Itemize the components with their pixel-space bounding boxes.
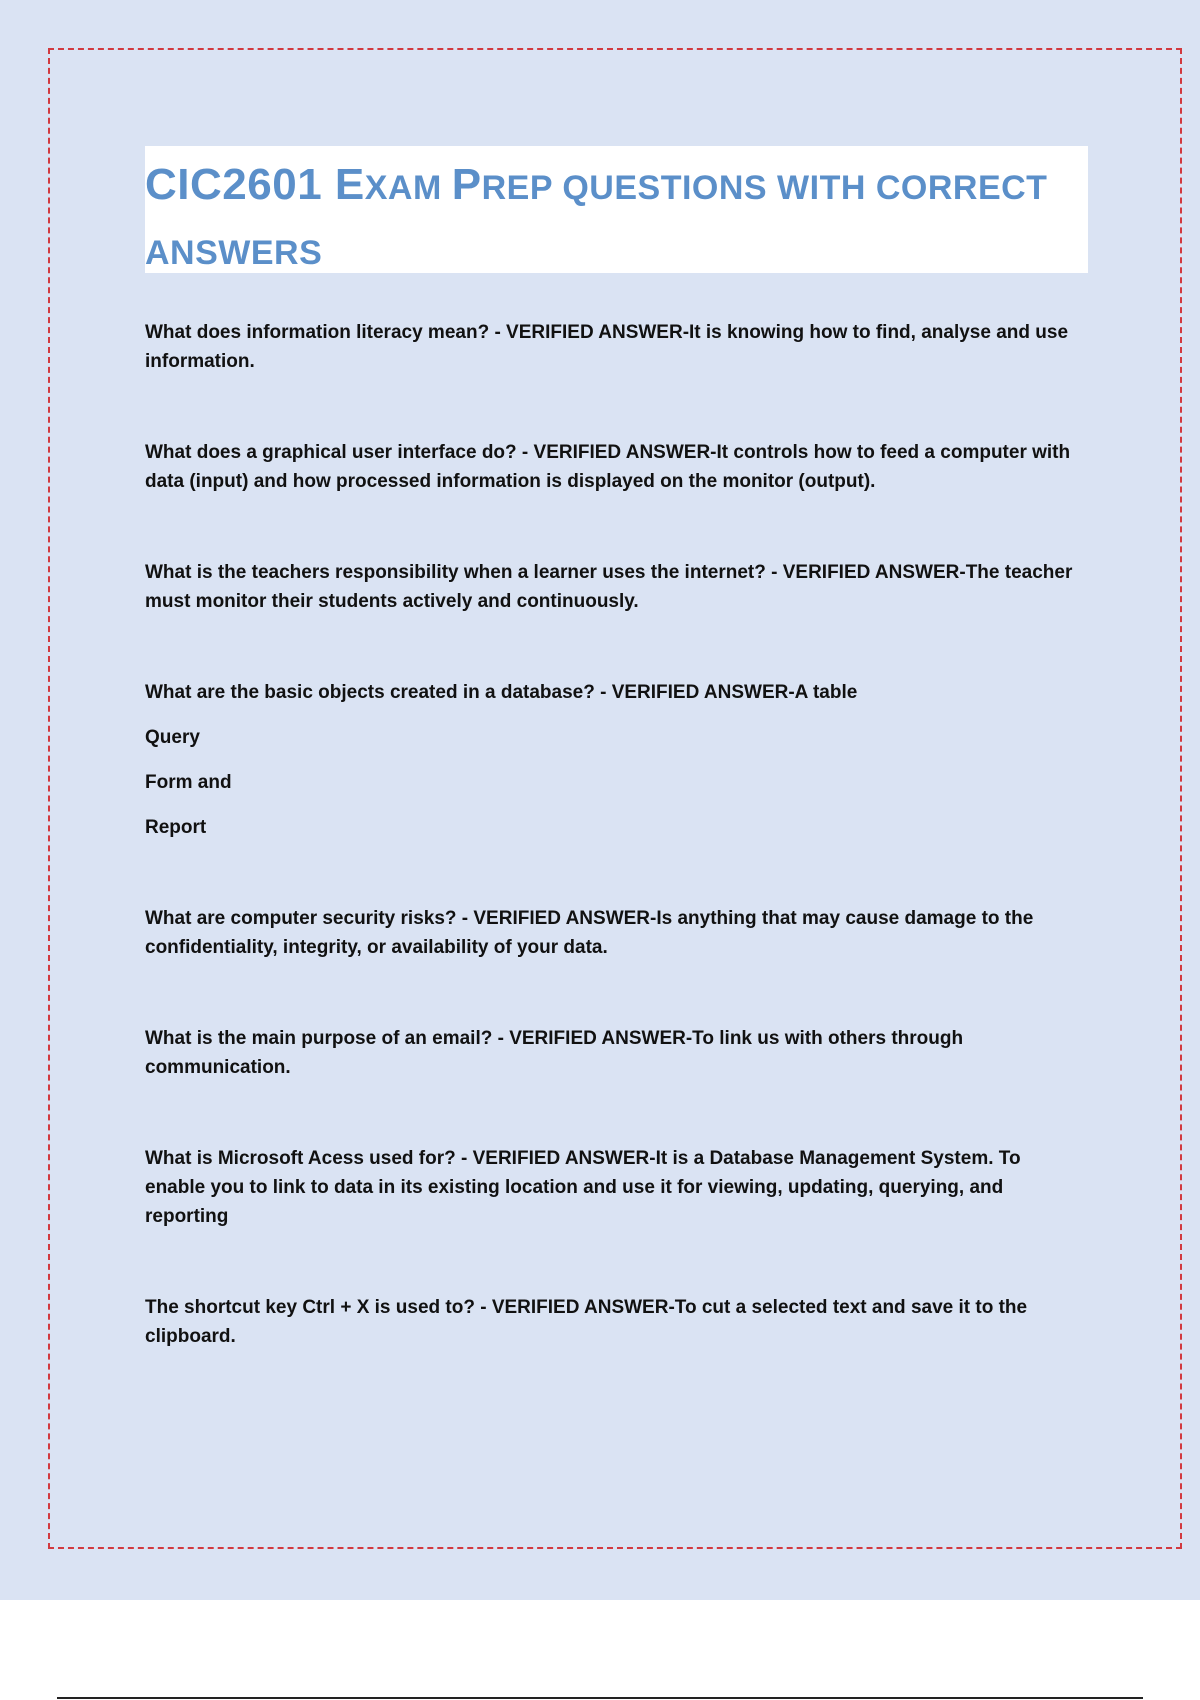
title-segment-1: CIC2601 E bbox=[145, 160, 365, 209]
title-segment-3: P bbox=[451, 160, 482, 209]
database-object-form: Form and bbox=[145, 772, 232, 793]
database-object-query: Query bbox=[145, 727, 200, 748]
qa-item-information-literacy: What does information literacy mean? - VERIFIED ANSWER-It is knowing how to find, analyse and use information. bbox=[145, 322, 1069, 372]
qa-item-teacher-responsibility: What is the teachers responsibility when a learner uses the internet? - VERIFIED ANSWER-The teacher must monitor their students actively and continuously. bbox=[145, 562, 1073, 612]
title-segment-2: XAM bbox=[364, 169, 452, 207]
footer-rule bbox=[57, 1697, 1143, 1699]
document-title bbox=[145, 146, 1088, 286]
qa-item-computer-security-risks: What are computer security risks? - VERIFIED ANSWER-Is anything that may cause damage to the confidentiality, integrity, or availability of your data. bbox=[145, 908, 1034, 958]
qa-item-email-purpose: What is the main purpose of an email? - VERIFIED ANSWER-To link us with others through communication. bbox=[145, 1028, 964, 1078]
qa-item-ctrl-x-shortcut: The shortcut key Ctrl + X is used to? - VERIFIED ANSWER-To cut a selected text and save it to the clipboard. bbox=[145, 1297, 1028, 1347]
title-block bbox=[145, 146, 1088, 273]
qa-item-database-objects bbox=[145, 678, 1085, 842]
database-question: What are the basic objects created in a database? - VERIFIED ANSWER-A table bbox=[145, 682, 858, 703]
qa-item-graphical-user-interface: What does a graphical user interface do? - VERIFIED ANSWER-It controls how to feed a computer with data (input) and how processed information is displayed on the monitor (output). bbox=[145, 442, 1071, 492]
qa-list bbox=[145, 318, 1085, 1413]
database-object-report: Report bbox=[145, 817, 207, 838]
qa-item-microsoft-access: What is Microsoft Acess used for? - VERIFIED ANSWER-It is a Database Management System. To enable you to link to data in its existing location and use it for viewing, updating, querying, and reporting bbox=[145, 1148, 1021, 1227]
title-segment-4: REP QUESTIONS WITH CORRECT ANSWERS bbox=[145, 169, 1048, 272]
